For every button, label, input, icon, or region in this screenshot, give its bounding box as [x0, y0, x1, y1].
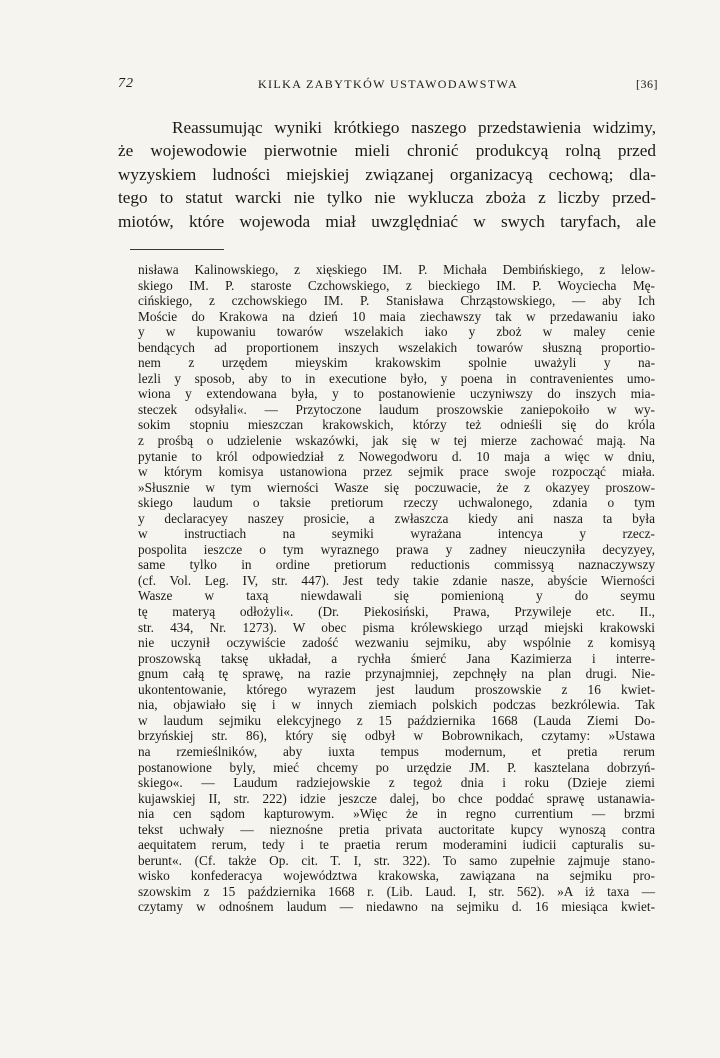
text-line: nem z urzędem mieyskim krakowskim spolnie uważyli y na- — [138, 355, 655, 371]
text-line: że wojewodowie pierwotnie mieli chronić produkcyą rolną przed — [118, 141, 656, 161]
text-line: Reassumując wyniki krótkiego naszego przedstawienia widzimy, — [172, 118, 656, 137]
text-line: czytamy w odnośnem laudum — niedawno na sejmiku d. 16 miesiąca kwiet- — [138, 899, 655, 915]
text-line: tekst uchwały — nieznośne pretia privata auctoritate kupcy wynoszą contra — [138, 821, 655, 837]
text-line: skiego IM. P. staroste Czchowskiego, z bieckiego IM. P. Woyciecha Mę- — [138, 277, 655, 293]
text-line: wiona y extendowana była, y to postanowienie uczyniwszy do inszych mia- — [138, 386, 655, 402]
text-line: w laudum sejmiku elekcyjnego z 15 października 1668 (Lauda Ziemi Do- — [138, 712, 655, 728]
text-line: postanowione byly, mieć chcemy po urzędzie JM. P. kasztelana dobrzyń- — [138, 759, 655, 775]
text-line: y w kupowaniu towarów wszelakich iako y zboż w maley cenie — [138, 324, 655, 340]
running-title: KILKA ZABYTKÓW USTAWODAWSTWA — [257, 77, 519, 91]
text-line: pytanie to król odpowiedział z Nowegodworu d. 10 maja a więc w dniu, — [138, 448, 655, 464]
text-line: skiego«. — Laudum radziejowskie z tegoż dnia i roku (Dzieje ziemi — [138, 775, 655, 791]
main-text — [118, 116, 656, 233]
text-line: sokim stopniu mieszczan krakowskich, którzy też odnieśli się do króla — [138, 417, 655, 433]
text-line: str. 434, Nr. 1273). W obec pisma królewskiego urząd miejski krakowski — [138, 619, 655, 635]
text-line: Moście do Krakowa na dzień 10 maia ziechawszy tak w przedawaniu iako — [138, 308, 655, 324]
text-line: kujawskiej II, str. 222) idzie jeszcze dalej, bo chce poddać sprawę ustanawia- — [138, 790, 655, 806]
text-line: steczek odsyłali«. — Przytoczone laudum proszowskie zaniepokoiło w wy- — [138, 401, 655, 417]
text-line: same tylko in ordine pretiorum reductionis commissyą naznaczywszy — [138, 557, 655, 573]
text-line: aequitatem rerum, tedy i te praetia rerum moderamini iudicii capturalis su- — [138, 837, 655, 853]
text-line: bendących ad proportionem inszych wszelakich towarów słuszną proportio- — [138, 339, 655, 355]
text-line: pospolita ieszcze o tym wyraznego prawa y zadney nieuczyniła decyzyey, — [138, 541, 655, 557]
text-line: nia, objawiało się i w innych ziemiach polskich podczas bezkrólewia. Tak — [138, 697, 655, 713]
text-line: proszowską taksę układał, a rychła śmierć Jana Kazimierza i interre- — [138, 650, 655, 666]
text-line: szowskim z 15 października 1668 r. (Lib. Laud. I, str. 562). »A iż taxa — — [138, 883, 655, 899]
text-line: tę materyą odłożyli«. (Dr. Piekosiński, Prawa, Przywileje etc. II., — [138, 604, 655, 620]
text-line: »Słusznie w tym wierności Wasze się poczuwacie, że z okazyey proszow- — [138, 479, 655, 495]
text-line: brzyńskiej str. 86), który się odbył w Bobrownikach, czytamy: »Ustawa — [138, 728, 655, 744]
running-header — [118, 76, 658, 98]
text-line: gnum całą tę sprawę, na razie przynajmniej, zepchnęły na plan drugi. Nie- — [138, 666, 655, 682]
text-line: nisława Kalinowskiego, z xięskiego IM. P. Michała Dembińskiego, z lelow- — [138, 262, 655, 277]
signature-mark: [36] — [636, 77, 658, 91]
footnote-text — [138, 262, 655, 915]
page-number: 72 — [118, 76, 134, 91]
text-line: skiego laudum o taksie pretiorum rzeczy uchwalonego, zdania o tym — [138, 495, 655, 511]
text-line: (cf. Vol. Leg. IV, str. 447). Jest tedy takie zdanie nasze, abyście Wierności — [138, 572, 655, 588]
text-line: z prośbą o udzielenie wskazówki, jak się w tej mierze zachować mają. Na — [138, 433, 655, 449]
text-line: berunt«. (Cf. także Op. cit. T. I, str. 322). To samo zupełnie zajmuje stano- — [138, 852, 655, 868]
footnote-separator — [130, 249, 224, 250]
text-line: lezli y sposob, aby to in executione było, y poena in contravenientes umo- — [138, 370, 655, 386]
text-line: w którym komisya ustanowiona przez sejmik prace swoje rozpocząć miała. — [138, 464, 655, 480]
text-line: w instructiach na seymiki wyrażana intencya y rzecz- — [138, 526, 655, 542]
text-line: ukontentowanie, którego wyrazem jest laudum proszowskie z 16 kwiet- — [138, 681, 655, 697]
text-line: y declaracyey naszey prosicie, a zwłaszcza kiedy ani nasza ta była — [138, 510, 655, 526]
text-line: cińskiego, z czchowskiego IM. P. Stanisława Chrząstowskiego, — aby Ich — [138, 293, 655, 309]
text-line: Wasze w taxą niewdawali się pomienioną y do seymu — [138, 588, 655, 604]
text-line: miotów, które wojewoda miał uwzględniać w swych taryfach, ale — [118, 211, 656, 231]
text-line: wisko konfederacya województwa krakowska, zawiązana na sejmiku pro- — [138, 868, 655, 884]
text-line: wyzyskiem ludności miejskiej związanej organizacyą cechową; dla- — [118, 164, 656, 184]
text-line: nie uczynił oczywiście zadość wezwaniu sejmiku, aby wspólnie z komisyą — [138, 635, 655, 651]
text-line: na rzemieślników, aby iuxta tempus modernum, et pretia rerum — [138, 743, 655, 759]
text-line: nia cen sądom kapturowym. »Więc że in regno currentium — brzmi — [138, 806, 655, 822]
text-line: tego to statut warcki nie tylko nie wyklucza zboża z liczby przed- — [118, 188, 656, 208]
